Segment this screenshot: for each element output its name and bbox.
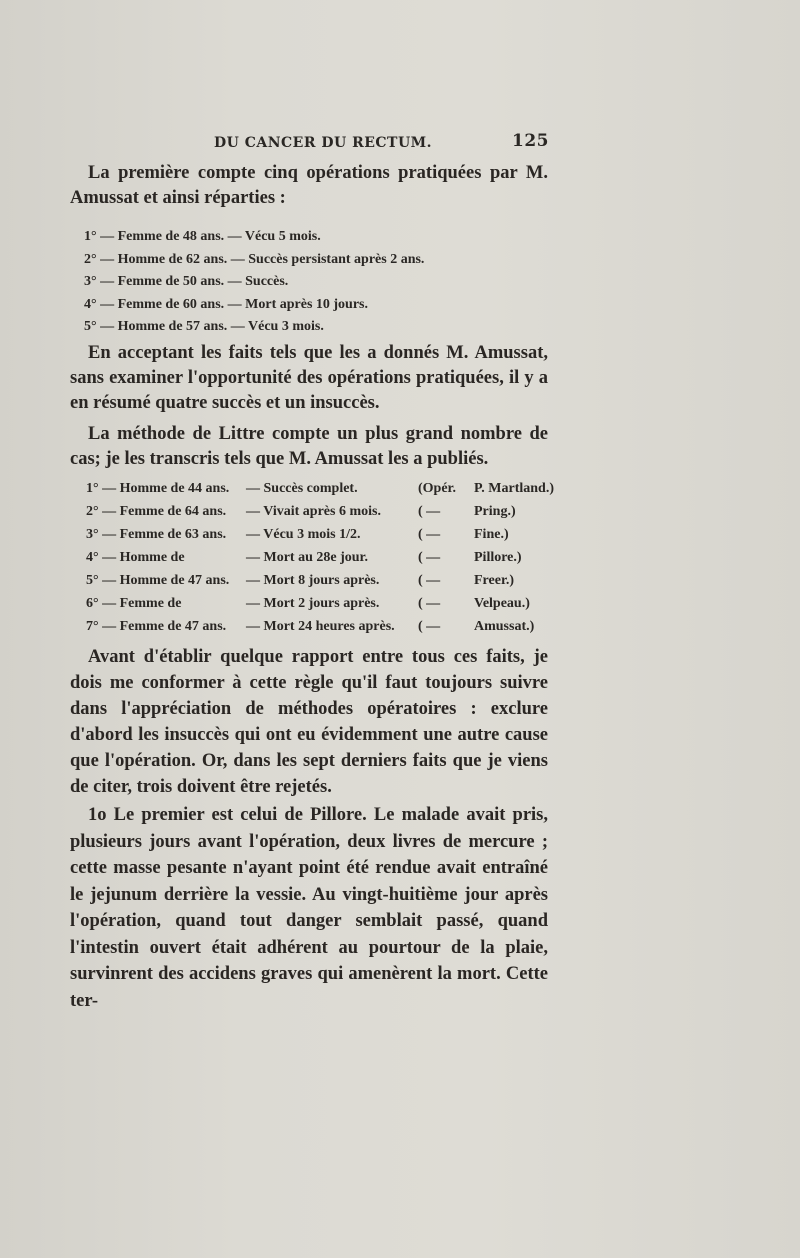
outcome-cell: — Mort 24 heures après. (246, 619, 395, 634)
case-cell: 3° — Femme de 63 ans. (86, 527, 227, 542)
list-item: 2° — Homme de 62 ans. — Succès persistant après 2 ans. (84, 251, 425, 267)
paragraph-summary (70, 341, 548, 416)
table-row (86, 481, 556, 504)
surgeon-cell: Pillore.) (474, 550, 522, 565)
table-row (86, 550, 556, 573)
outcome-cell: — Succès complet. (246, 481, 358, 496)
paragraph-text: 1o Le premier est celui de Pillore. Le malade avait pris, plusieurs jours avant l'opération, deux livres de mercure ; cette masse pesante n'ayant point été rendue avait entraîné le jejunum derrière la vessie. Au vingt-huitième jour après l'opération, quand tout danger semblait passé, quand l'intestin ouvert était adhérent au pourtour de la plaie, survinrent des accidens graves qui amenèrent la mort. Cette ter- (70, 805, 548, 1011)
running-title: DU CANCER DU RECTUM. (214, 135, 433, 151)
outcome-cell: — Vivait après 6 mois. (246, 504, 381, 519)
table-row (86, 596, 556, 619)
paren-cell: ( — (418, 504, 441, 519)
list-item: 5° — Homme de 57 ans. — Vécu 3 mois. (84, 319, 324, 334)
outcome-cell: — Mort au 28e jour. (246, 550, 368, 565)
surgeon-cell: Velpeau.) (474, 596, 530, 611)
surgeon-cell: P. Martland.) (474, 481, 554, 496)
outcome-cell: — Mort 8 jours après. (246, 573, 380, 588)
case-cell: 2° — Femme de 64 ans. (86, 504, 227, 519)
list-item: 1° — Femme de 48 ans. — Vécu 5 mois. (84, 229, 321, 244)
paragraph-analysis (70, 644, 548, 800)
case-cell: 5° — Homme de 47 ans. (86, 573, 230, 588)
paren-cell: ( — (418, 573, 441, 588)
case-cell: 7° — Femme de 47 ans. (86, 619, 227, 634)
paragraph-pillore (70, 802, 548, 1014)
surgeon-cell: Fine.) (474, 527, 509, 542)
page-header (0, 131, 800, 155)
outcome-cell: — Vécu 3 mois 1/2. (246, 527, 361, 542)
paragraph-littre (70, 422, 548, 472)
paren-cell: ( — (418, 619, 441, 634)
case-cell: 4° — Homme de (86, 550, 185, 565)
case-cell: 6° — Femme de (86, 596, 182, 611)
outcome-cell: — Mort 2 jours après. (246, 596, 380, 611)
paragraph-text: La méthode de Littre compte un plus grand nombre de cas; je les transcris tels que M. Amussat les a publiés. (70, 424, 548, 469)
surgeon-cell: Pring.) (474, 504, 516, 519)
table-row (86, 619, 556, 642)
amussat-case-list (84, 226, 424, 339)
paren-cell: ( — (418, 550, 441, 565)
surgeon-cell: Amussat.) (474, 619, 535, 634)
case-cell: 1° — Homme de 44 ans. (86, 481, 230, 496)
table-row (86, 527, 556, 550)
surgeon-cell: Freer.) (474, 573, 515, 588)
list-item: 3° — Femme de 50 ans. — Succès. (84, 274, 289, 289)
paragraph-text: Avant d'établir quelque rapport entre tous ces faits, je dois me conformer à cette règle qu'il faut toujours suivre dans l'appréciation de méthodes opératoires : exclure d'abord les insuccès qui ont eu évidemment une autre cause que l'opération. Or, dans les sept derniers faits que je viens de citer, trois doivent être rejetés. (70, 647, 548, 797)
paren-cell: (Opér. (418, 481, 456, 496)
paren-cell: ( — (418, 596, 441, 611)
paren-cell: ( — (418, 527, 441, 542)
littre-case-table (86, 481, 556, 642)
table-row (86, 573, 556, 596)
table-row (86, 504, 556, 527)
list-item: 4° — Femme de 60 ans. — Mort après 10 jours. (84, 296, 368, 312)
paragraph-text: La première compte cinq opérations pratiquées par M. Amussat et ainsi réparties : (70, 163, 548, 208)
page-number: 125 (512, 131, 549, 151)
paragraph-text: En acceptant les faits tels que les a donnés M. Amussat, sans examiner l'opportunité des opérations pratiquées, il y a en résumé quatre succès et un insuccès. (70, 343, 548, 413)
paragraph-intro (70, 161, 548, 211)
